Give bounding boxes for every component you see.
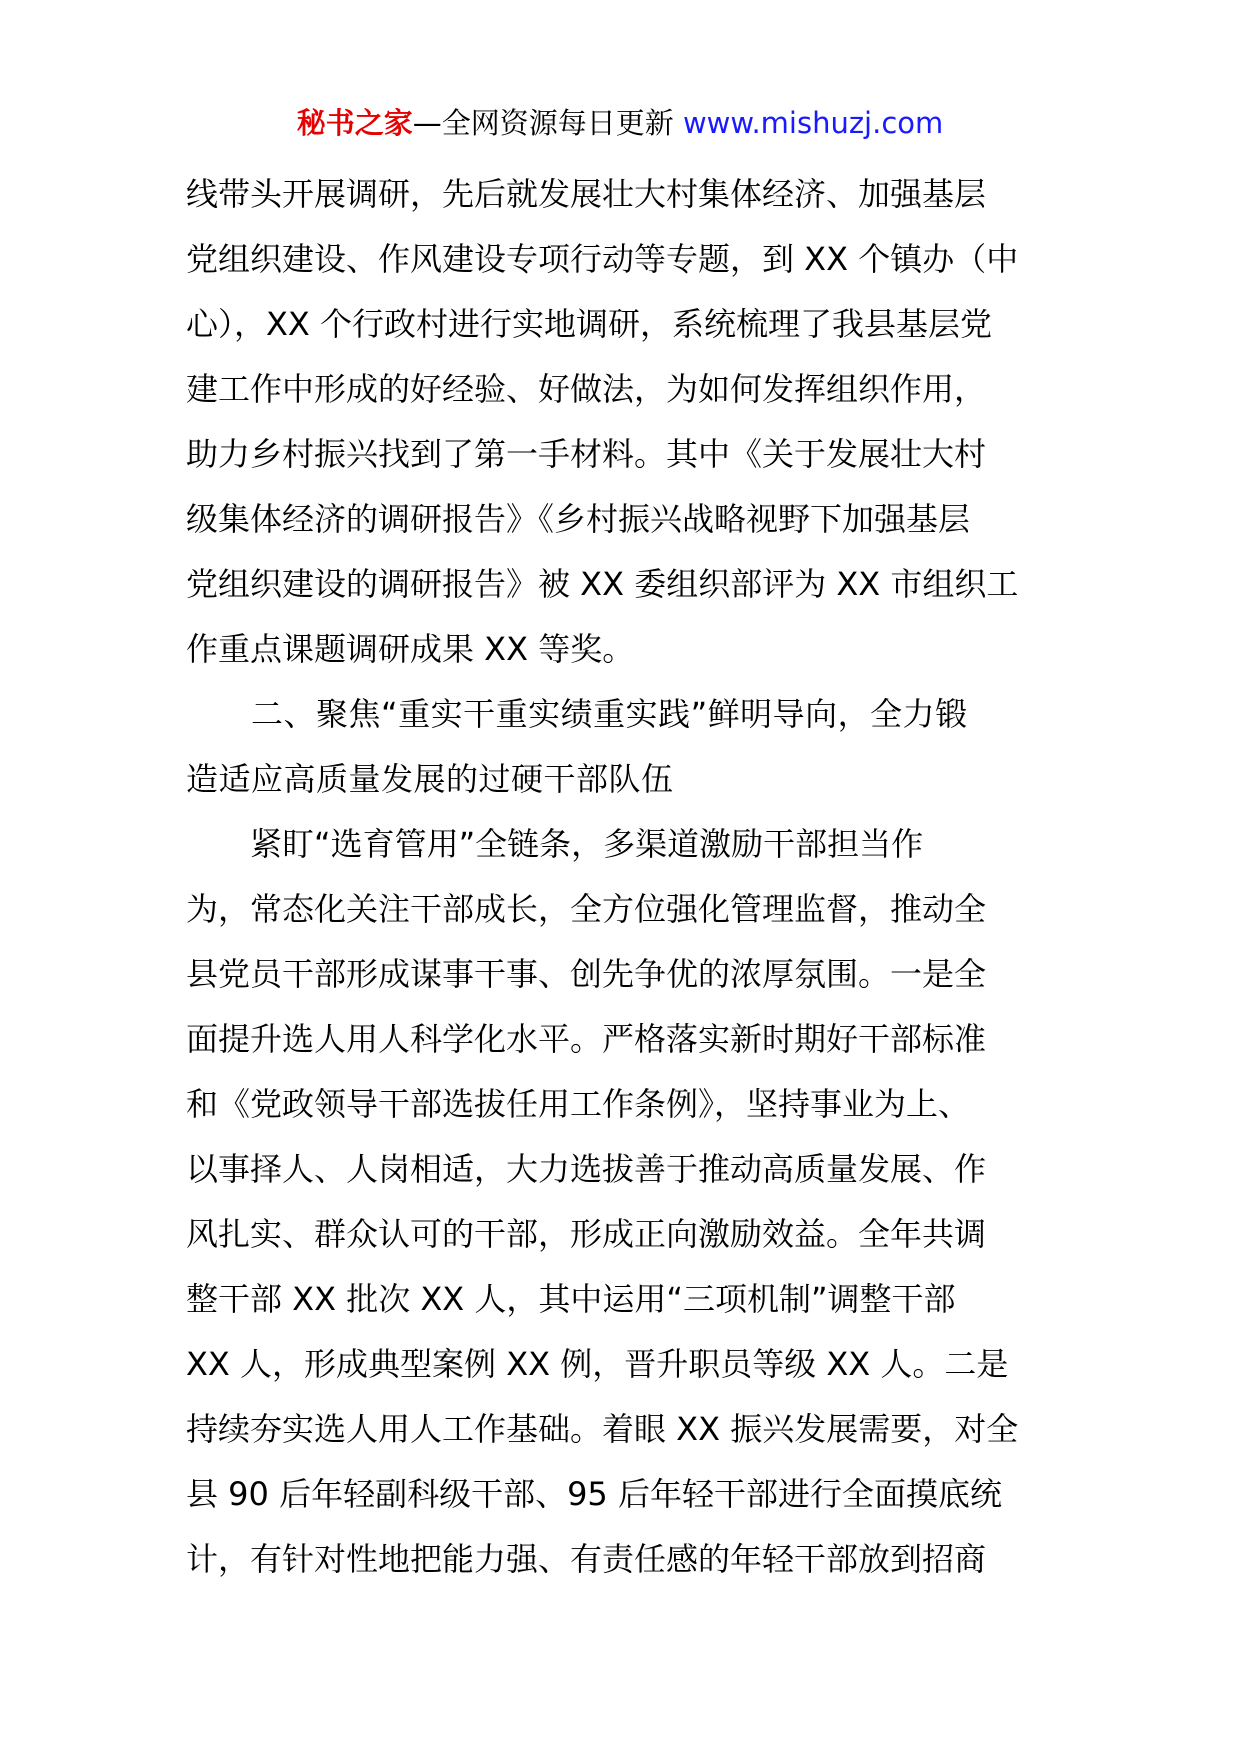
body-text-line: 为，常态化关注干部成长，全方位强化管理监督，推动全 bbox=[186, 890, 987, 928]
body-text-line: 线带头开展调研，先后就发展壮大村集体经济、加强基层 bbox=[186, 175, 987, 213]
section-heading-line: 造适应高质量发展的过硬干部队伍 bbox=[186, 760, 674, 798]
body-text-line: 面提升选人用人科学化水平。严格落实新时期好干部标准 bbox=[186, 1020, 987, 1058]
body-text-line: 以事择人、人岗相适，大力选拔善于推动高质量发展、作 bbox=[186, 1150, 987, 1188]
body-text-line: 和《党政领导干部选拔任用工作条例》，坚持事业为上、 bbox=[186, 1085, 971, 1123]
body-text-line: 党组织建设、作风建设专项行动等专题，到 XX 个镇办（中 bbox=[186, 240, 1019, 278]
body-text-line: 紧盯“选育管用”全链条，多渠道激励干部担当作 bbox=[186, 825, 924, 863]
body-text-line: 建工作中形成的好经验、好做法，为如何发挥组织作用， bbox=[186, 370, 987, 408]
body-text-line: 风扎实、群众认可的干部，形成正向激励效益。全年共调 bbox=[186, 1215, 987, 1253]
body-text-line: 作重点课题调研成果 XX 等奖。 bbox=[186, 630, 635, 668]
site-url[interactable]: www.mishuzj.com bbox=[682, 106, 944, 140]
body-text-line: 助力乡村振兴找到了第一手材料。其中《关于发展壮大村 bbox=[186, 435, 987, 473]
body-text-line: 党组织建设的调研报告》被 XX 委组织部评为 XX 市组织工 bbox=[186, 565, 1019, 603]
body-text-line: XX 人，形成典型案例 XX 例，晋升职员等级 XX 人。二是 bbox=[186, 1345, 1009, 1383]
body-text-line: 心），XX 个行政村进行实地调研，系统梳理了我县基层党 bbox=[186, 305, 993, 343]
body-text-line: 整干部 XX 批次 XX 人，其中运用“三项机制”调整干部 bbox=[186, 1280, 956, 1318]
site-brand: 秘书之家 bbox=[296, 106, 413, 140]
page-header bbox=[0, 103, 1240, 143]
body-text-line: 县党员干部形成谋事干事、创先争优的浓厚氛围。一是全 bbox=[186, 955, 987, 993]
body-text-line: 计，有针对性地把能力强、有责任感的年轻干部放到招商 bbox=[186, 1540, 987, 1578]
document-body bbox=[186, 162, 1056, 1592]
body-text-line: 县 90 后年轻副科级干部、95 后年轻干部进行全面摸底统 bbox=[186, 1475, 1002, 1513]
body-text-line: 级集体经济的调研报告》《乡村振兴战略视野下加强基层 bbox=[186, 500, 971, 538]
site-tagline: —全网资源每日更新 bbox=[412, 106, 683, 140]
body-text-line: 持续夯实选人用人工作基础。着眼 XX 振兴发展需要，对全 bbox=[186, 1410, 1019, 1448]
section-heading-line: 二、聚焦“重实干重实绩重实践”鲜明导向，全力锻 bbox=[186, 695, 968, 733]
